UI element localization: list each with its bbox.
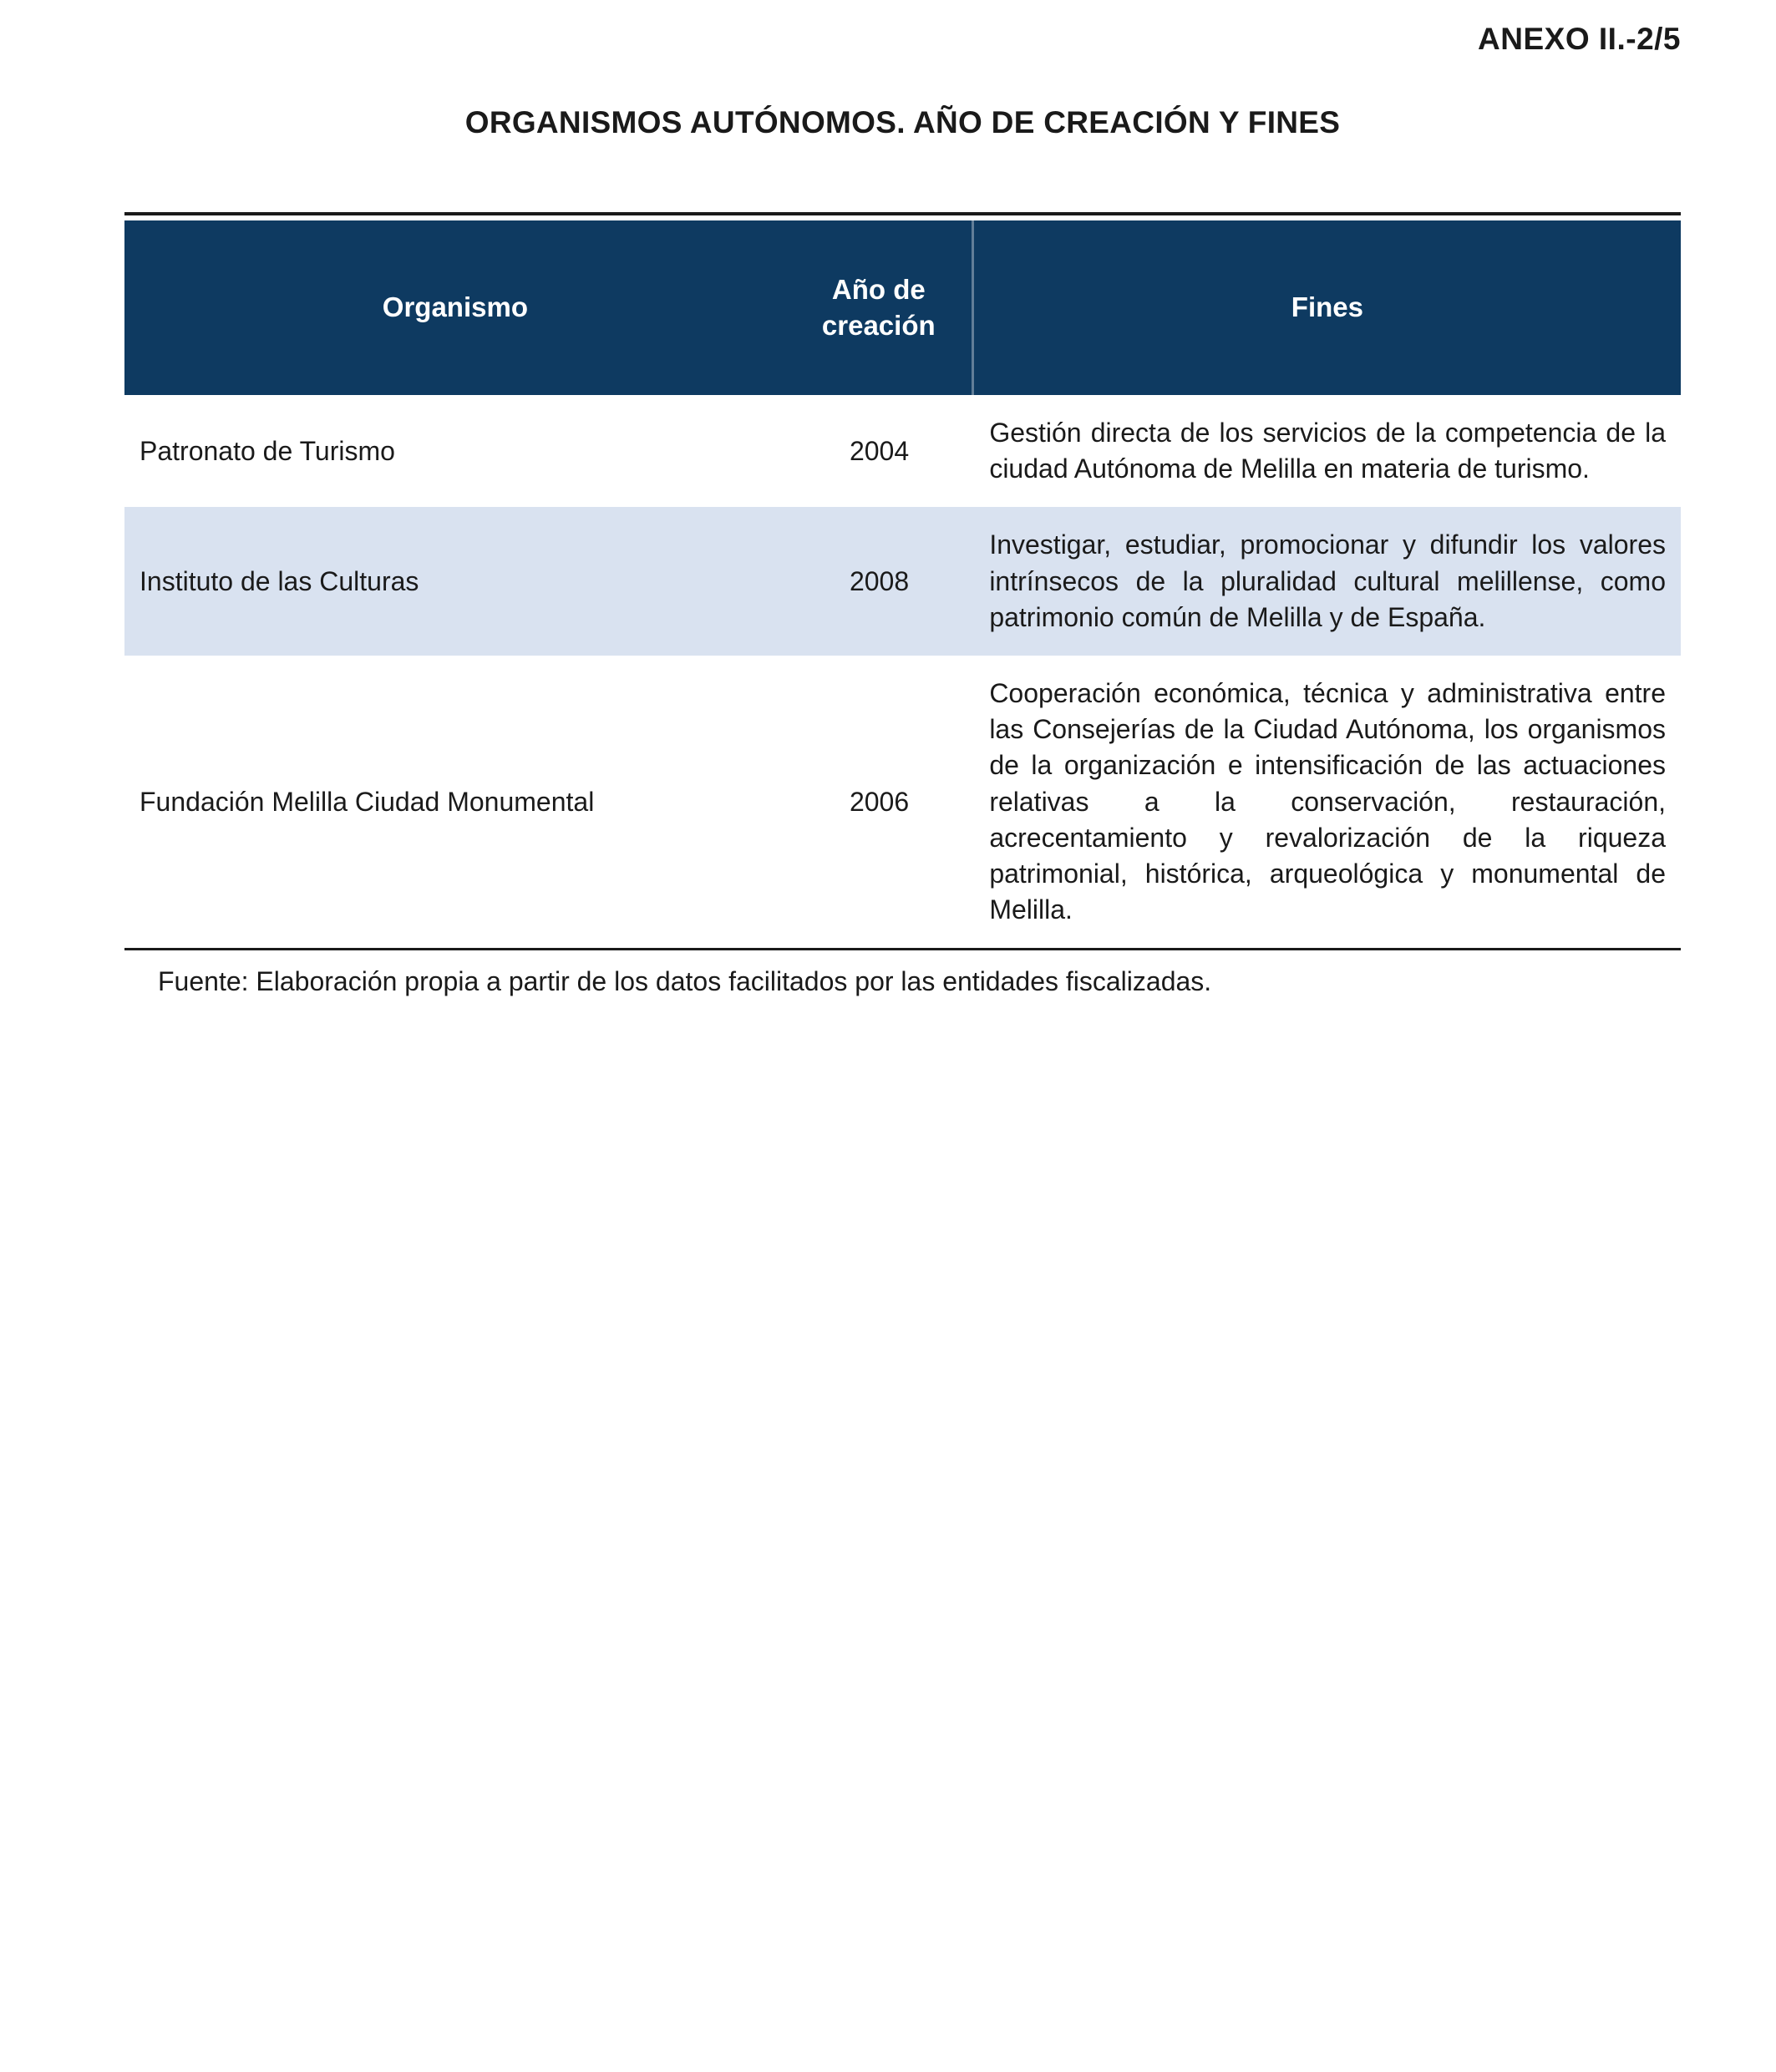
cell-fines: Cooperación económica, técnica y administrativa entre las Consejerías de la Ciudad Autónoma, los organismos de la organización e intensificación de las actuaciones relativas a la conservación, restauración, acrecentamiento y revalorización de la riqueza patrimonial, histórica, arqueológica y monumental de Melilla. xyxy=(972,656,1681,950)
cell-organismo: Instituto de las Culturas xyxy=(124,507,786,656)
annex-label: ANEXO II.-2/5 xyxy=(1478,22,1681,56)
cell-organismo: Patronato de Turismo xyxy=(124,395,786,507)
page-title: ORGANISMOS AUTÓNOMOS. AÑO DE CREACIÓN Y FINES xyxy=(464,105,1341,139)
organisms-table xyxy=(124,212,1681,950)
table-top-rule xyxy=(124,212,1681,215)
table-row-instituto-culturas xyxy=(124,507,1681,656)
cell-organismo: Fundación Melilla Ciudad Monumental xyxy=(124,656,786,950)
table-row-fundacion-melilla xyxy=(124,656,1681,950)
cell-fines: Gestión directa de los servicios de la competencia de la ciudad Autónoma de Melilla en materia de turismo. xyxy=(972,395,1681,507)
column-header-organismo: Organismo xyxy=(124,220,786,395)
cell-anio-creacion: 2008 xyxy=(786,507,973,656)
cell-anio-creacion: 2006 xyxy=(786,656,973,950)
cell-fines: Investigar, estudiar, promocionar y difundir los valores intrínsecos de la pluralidad cultural melillense, como patrimonio común de Melilla y de España. xyxy=(972,507,1681,656)
cell-anio-creacion: 2004 xyxy=(786,395,973,507)
column-header-fines: Fines xyxy=(972,220,1681,395)
table-row-patronato-turismo xyxy=(124,395,1681,507)
source-note: Fuente: Elaboración propia a partir de los datos facilitados por las entidades fiscalizadas. xyxy=(158,966,1212,997)
table-header-row xyxy=(124,220,1681,395)
column-header-anio-creacion: Año de creación xyxy=(786,220,973,395)
organisms-table-grid xyxy=(124,220,1681,950)
